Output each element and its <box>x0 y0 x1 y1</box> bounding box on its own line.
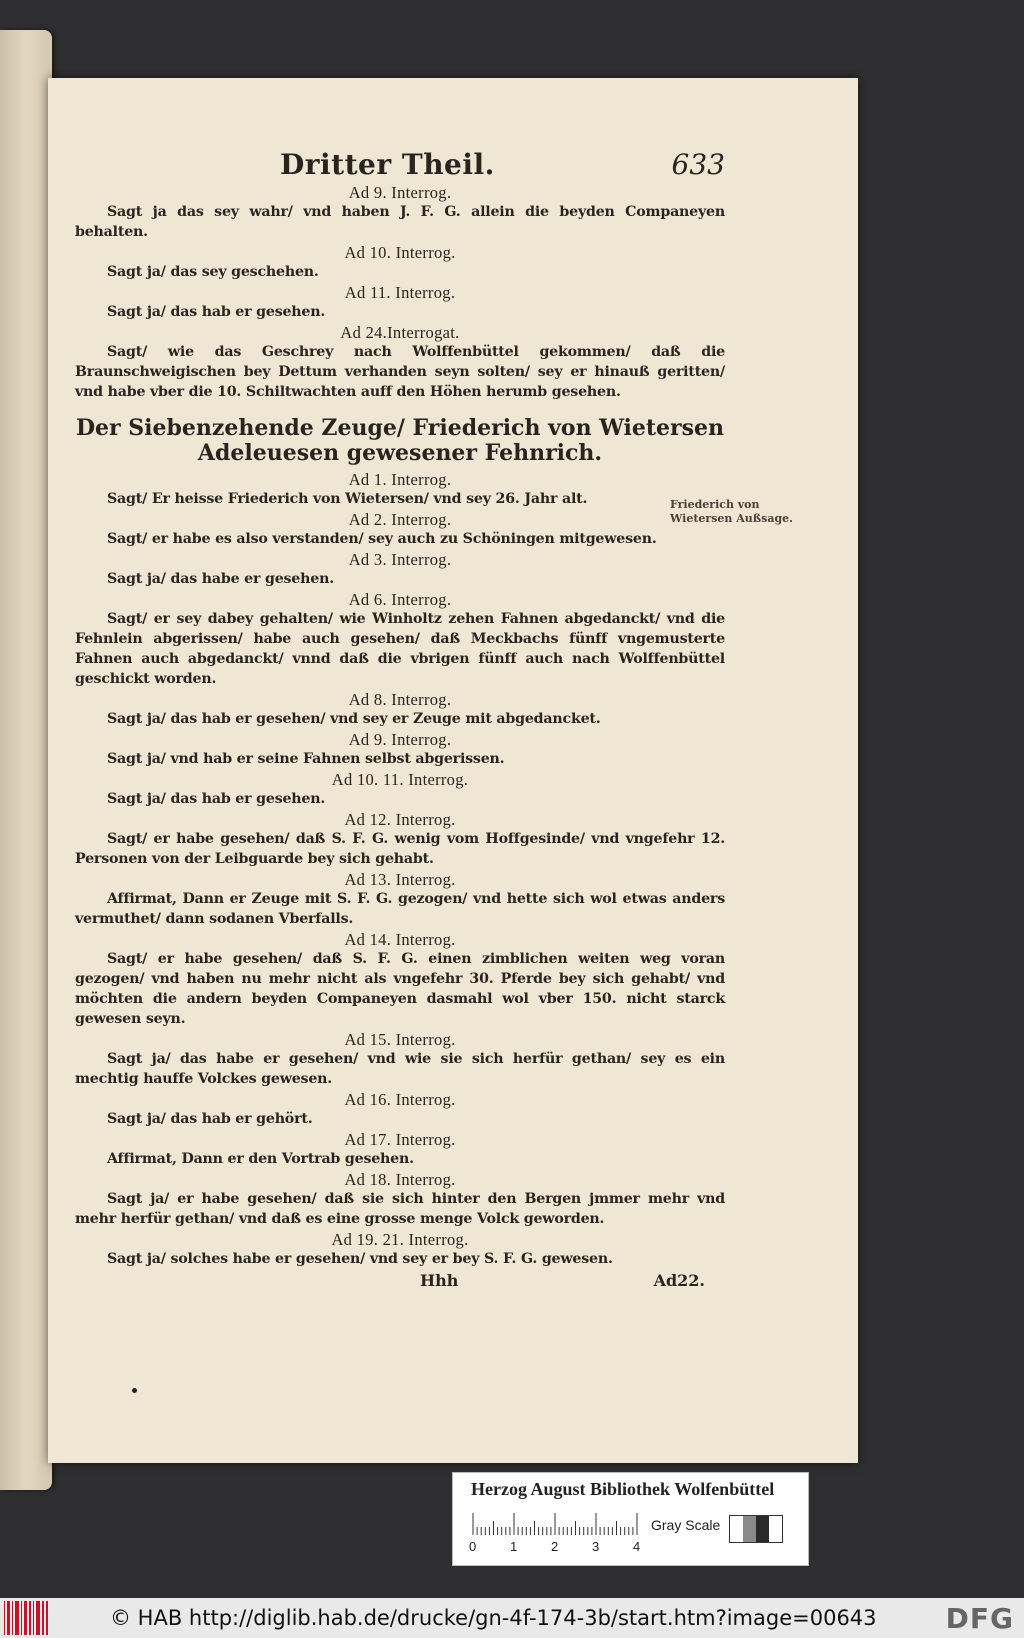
testimony-paragraph: Sagt/ er sey dabey gehalten/ wie Winholtz zehen Fahnen abgedanckt/ vnd die Fehnlein abgerissen/ habe auch gesehen/ daß Meckbachs fünff vngemusterte Fahnen auch abgedanckt/ vnnd daß die vbrigen fünff auch nach Wolffenbüttel geschickt worden. <box>75 611 725 687</box>
testimony-paragraph: Sagt ja/ das hab er gehört. <box>107 1111 313 1127</box>
ruler-scale <box>471 1513 641 1535</box>
testimony-paragraph: Sagt ja/ das habe er gesehen/ vnd wie sie sich herfür gethan/ sey es ein mechtig hauffe Volckes gewesen. <box>75 1051 725 1087</box>
testimony-paragraph: Sagt ja/ das hab er gesehen/ vnd sey er Zeuge mit abgedancket. <box>107 711 601 727</box>
testimony-paragraph: Sagt ja/ das sey geschehen. <box>107 264 319 280</box>
gray-scale-swatch <box>729 1515 783 1543</box>
interrogatory-heading: Ad 19. 21. Interrog. <box>331 1230 469 1249</box>
barcode-bar <box>21 1601 22 1635</box>
page-number: 633 <box>671 148 725 181</box>
testimony-paragraph: Sagt ja/ er habe gesehen/ daß sie sich hinter den Bergen jmmer mehr vnd mehr herfür gethan/ vnd daß es eine grosse menge Volck geworden. <box>75 1191 725 1227</box>
interrogatory-heading: Ad 15. Interrog. <box>344 1030 456 1049</box>
barcode-bar <box>24 1601 27 1635</box>
testimony-paragraph: Sagt/ wie das Geschrey nach Wolffenbüttel gekommen/ daß die Braunschweigischen bey Dettum verhanden seyn solten/ sey er hinauß geritten/ vnd habe vber die 10. Schiltwachten auff den Höhen herumb gesehen. <box>75 344 725 400</box>
interrogatory-heading: Ad 14. Interrog. <box>344 930 456 949</box>
barcode-bar <box>29 1601 32 1635</box>
interrogatory-heading: Ad 8. Interrog. <box>348 690 452 709</box>
interrogatory-heading: Ad 10. 11. Interrog. <box>331 770 469 789</box>
interrogatory-heading: Ad 6. Interrog. <box>348 590 452 609</box>
interrogatory-heading: Ad 9. Interrog. <box>348 183 452 202</box>
testimony-paragraph: Sagt ja das sey wahr/ vnd haben J. F. G. allein die beyden Companeyen behalten. <box>75 204 725 240</box>
barcode-bar <box>36 1601 40 1635</box>
page-text-area <box>75 148 725 1290</box>
testimony-paragraph: Sagt/ er habe gesehen/ daß S. F. G. wenig vom Hoffgesinde/ vnd vngefehr 12. Personen von der Leibguarde bey sich gehabt. <box>75 831 725 867</box>
gray-swatch-patch <box>730 1516 743 1542</box>
source-credit-link[interactable]: © HAB http://diglib.hab.de/drucke/gn-4f-174-3b/start.htm?image=00643 <box>110 1606 877 1630</box>
testimony-paragraph: Sagt ja/ das hab er gesehen. <box>107 304 326 320</box>
ruler-number: 1 <box>510 1539 518 1554</box>
testimony-paragraph: Sagt ja/ das habe er gesehen. <box>107 571 334 587</box>
ruler-numbers <box>469 1539 649 1557</box>
interrogatory-heading: Ad 16. Interrog. <box>344 1090 456 1109</box>
testimony-paragraph: Affirmat, Dann er Zeuge mit S. F. G. gezogen/ vnd hette sich wol etwas anders vermuthet/ dann sodanen Vberfalls. <box>75 891 725 927</box>
interrogatory-heading: Ad 11. Interrog. <box>344 283 456 302</box>
testimony-paragraph: Affirmat, Dann er den Vortrab gesehen. <box>107 1151 414 1167</box>
catchword: Ad22. <box>653 1271 705 1290</box>
interrogatory-heading: Ad 1. Interrog. <box>348 470 452 489</box>
interrogatory-heading: Ad 24.Interrogat. <box>340 323 460 342</box>
interrogatory-heading: Ad 3. Interrog. <box>348 550 452 569</box>
color-reference-card <box>452 1472 809 1566</box>
ruler-number: 3 <box>592 1539 600 1554</box>
barcode-bar <box>7 1601 10 1635</box>
barcode-bar <box>33 1601 34 1635</box>
hab-barcode-icon <box>4 1601 48 1635</box>
gray-swatch-patch <box>743 1516 756 1542</box>
interrogatory-heading: Ad 10. Interrog. <box>344 243 456 262</box>
gray-scale-label: Gray Scale <box>651 1517 721 1533</box>
barcode-bar <box>42 1601 43 1635</box>
barcode-bar <box>46 1601 49 1635</box>
testimony-paragraph: Sagt/ Er heisse Friederich von Wietersen/ vnd sey 26. Jahr alt. <box>107 491 588 507</box>
dfg-logo: DFG <box>945 1601 1014 1635</box>
page-body <box>75 183 725 1269</box>
ruler-number: 2 <box>551 1539 559 1554</box>
interrogatory-heading: Ad 9. Interrog. <box>348 730 452 749</box>
interrogatory-heading: Ad 13. Interrog. <box>344 870 456 889</box>
card-title: Herzog August Bibliothek Wolfenbüttel <box>471 1479 775 1499</box>
testimony-paragraph: Sagt ja/ das hab er gesehen. <box>107 791 326 807</box>
barcode-bar <box>15 1601 19 1635</box>
ruler-number: 4 <box>633 1539 641 1554</box>
viewer-footer-bar <box>0 1598 1024 1638</box>
book-left-edge <box>0 30 52 1490</box>
witness-heading: Der Siebenzehende Zeuge/ Friederich von Wietersen Adeleuesen gewesener Fehnrich. <box>75 415 725 466</box>
testimony-paragraph: Sagt/ er habe es also verstanden/ sey auch zu Schöningen mitgewesen. <box>107 531 657 547</box>
gray-swatch-patch <box>756 1516 769 1542</box>
interrogatory-heading: Ad 12. Interrog. <box>344 810 456 829</box>
testimony-paragraph: Sagt ja/ solches habe er gesehen/ vnd sey er bey S. F. G. gewesen. <box>107 1251 613 1267</box>
barcode-bar <box>12 1601 13 1635</box>
running-header <box>280 148 725 181</box>
interrogatory-heading: Ad 18. Interrog. <box>344 1170 456 1189</box>
ruler-number: 0 <box>469 1539 477 1554</box>
book-page <box>48 78 858 1463</box>
interrogatory-heading: Ad 17. Interrog. <box>344 1130 456 1149</box>
page-footer-line <box>75 1271 725 1290</box>
interrogatory-heading: Ad 2. Interrog. <box>348 510 452 529</box>
marginal-note: Friederich von Wietersen Außsage. <box>670 498 793 525</box>
signature-mark: Hhh <box>420 1271 459 1290</box>
ink-dot <box>132 1388 137 1393</box>
gray-swatch-patch <box>769 1516 782 1542</box>
testimony-paragraph: Sagt/ er habe gesehen/ daß S. F. G. einen zimblichen weiten weg voran gezogen/ vnd haben nu mehr nicht als vngefehr 30. Pferde bey sich gehabt/ vnd möchten die andern beyden Companeyen dasmahl wol vber 150. nicht starck gewesen seyn. <box>75 951 725 1027</box>
testimony-paragraph: Sagt ja/ vnd hab er seine Fahnen selbst abgerissen. <box>107 751 505 767</box>
running-title: Dritter Theil. <box>280 148 495 181</box>
barcode-bar <box>4 1601 5 1635</box>
